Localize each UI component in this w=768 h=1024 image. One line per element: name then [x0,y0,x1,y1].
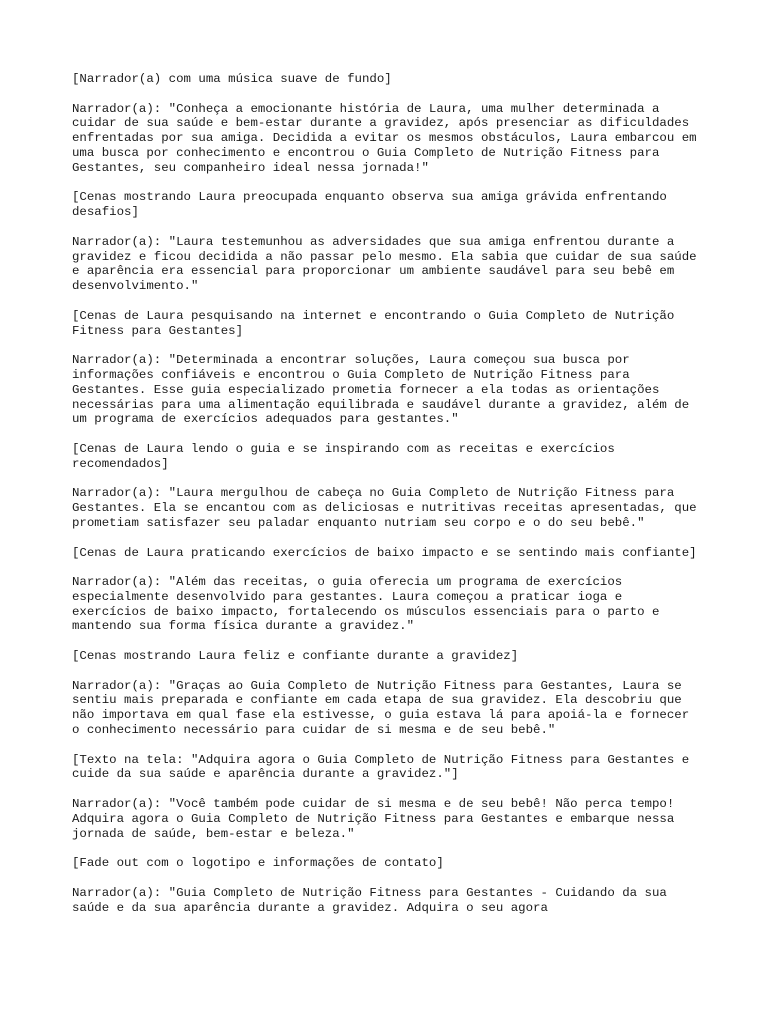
screen-text-cta: [Texto na tela: "Adquira agora o Guia Completo de Nutrição Fitness para Gestantes e cuide da sua saúde e aparência durante a gravidez."] [72,752,690,782]
narration-cta: Narrador(a): "Você também pode cuidar de si mesma e de seu bebê! Não perca tempo! Adquira agora o Guia Completo de Nutrição Fitness para Gestantes e embarque nessa jornada de saúde, bem-estar e beleza." [72,797,675,841]
stage-direction-worried: [Cenas mostrando Laura preocupada enquanto observa sua amiga grávida enfrentando desafios] [72,190,667,220]
document-page [72,72,702,930]
stage-direction-reading: [Cenas de Laura lendo o guia e se inspirando com as receitas e exercícios recomendados] [72,441,615,471]
stage-direction-exercise: [Cenas de Laura praticando exercícios de baixo impacto e se sentindo mais confiante] [72,545,697,560]
narration-confidence: Narrador(a): "Graças ao Guia Completo de Nutrição Fitness para Gestantes, Laura se sentiu mais preparada e confiante em cada etapa de sua gravidez. Ela descobriu que não importava em qual fase ela estivesse, o guia estava lá para apoiá-la e fornecer o conhecimento necessário para cuidar de si mesma e de seu bebê." [72,678,690,738]
narration-adversities: Narrador(a): "Laura testemunhou as adversidades que sua amiga enfrentou durante a gravidez e ficou decidida a não passar pelo mesmo. Ela sabia que cuidar de sua saúde e aparência era essencial para proporcionar um ambiente saudável para seu bebê em desenvolvimento." [72,234,697,294]
narration-closing: Narrador(a): "Guia Completo de Nutrição Fitness para Gestantes - Cuidando da sua saúde e da sua aparência durante a gravidez. Adquira o seu agora [72,885,667,915]
stage-direction-music: [Narrador(a) com uma música suave de fundo] [72,72,392,86]
stage-direction-research: [Cenas de Laura pesquisando na internet e encontrando o Guia Completo de Nutrição Fitness para Gestantes] [72,308,675,338]
stage-direction-happy: [Cenas mostrando Laura feliz e confiante durante a gravidez] [72,649,519,664]
narration-recipes: Narrador(a): "Laura mergulhou de cabeça no Guia Completo de Nutrição Fitness para Gestantes. Ela se encantou com as deliciosas e nutritivas receitas apresentadas, que prometiam satisfazer seu paladar enquanto nutriam seu corpo e o do seu bebê." [72,486,697,530]
narration-exercise: Narrador(a): "Além das receitas, o guia oferecia um programa de exercícios especialmente desenvolvido para gestantes. Laura começou a praticar ioga e exercícios de baixo impacto, fortalecendo os músculos essenciais para o parto e mantendo sua forma física durante a gravidez." [72,575,660,634]
narration-search: Narrador(a): "Determinada a encontrar soluções, Laura começou sua busca por informações confiáveis e encontrou o Guia Completo de Nutrição Fitness para Gestantes. Esse guia especializado prometia fornecer a ela todas as orientações necessárias para uma alimentação equilibrada e saudável durante a gravidez, além de um programa de exercícios adequados para gestantes." [72,353,690,427]
narration-intro: Narrador(a): "Conheça a emocionante história de Laura, uma mulher determinada a cuidar de sua saúde e bem-estar durante a gravidez, após presenciar as dificuldades enfrentadas por sua amiga. Decidida a evitar os mesmos obstáculos, Laura embarcou em uma busca por conhecimento e encontrou o Guia Completo de Nutrição Fitness para Gestantes, seu companheiro ideal nessa jornada!" [72,101,697,175]
stage-direction-fade-out: [Fade out com o logotipo e informações de contato] [72,856,444,871]
